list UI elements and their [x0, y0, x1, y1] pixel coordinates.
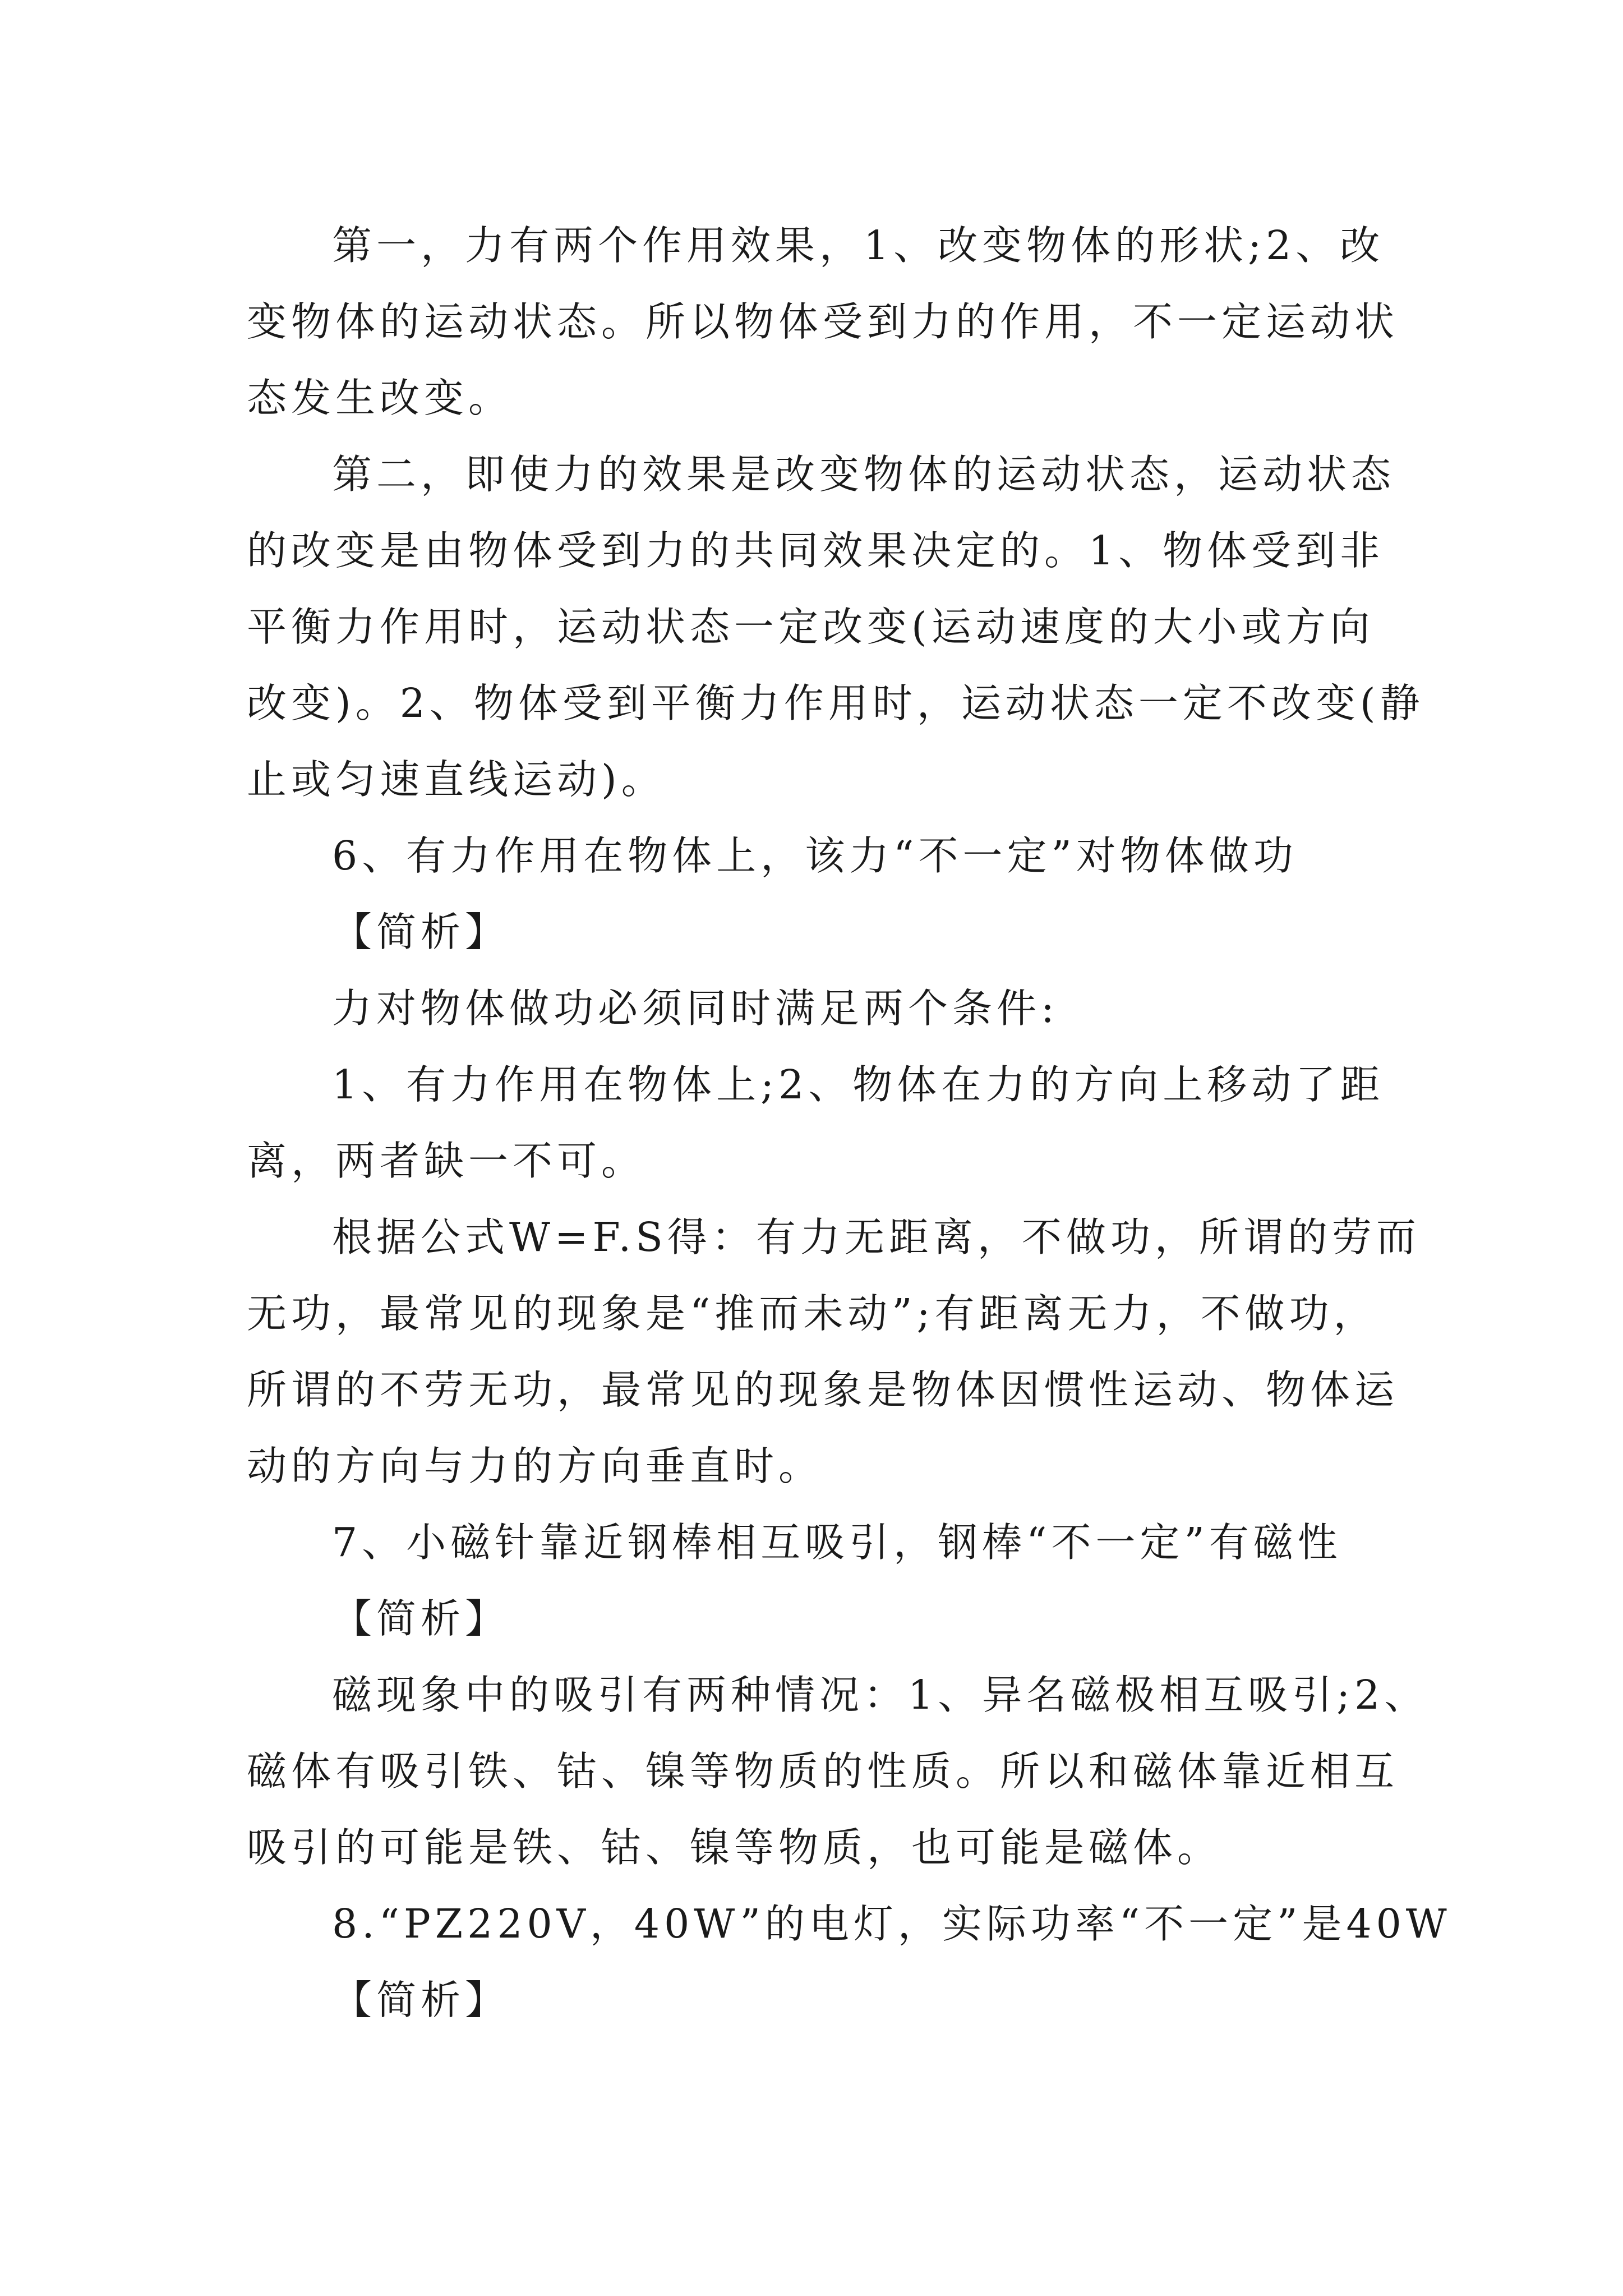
- section-heading: 7、小磁针靠近钢棒相互吸引，钢棒“不一定”有磁性: [332, 1519, 1342, 1566]
- section-heading: 8.“PZ220V，40W”的电灯，实际功率“不一定”是40W: [332, 1901, 1451, 1947]
- paragraph-line: 离，两者缺一不可。: [247, 1138, 646, 1184]
- paragraph-line: 磁体有吸引铁、钴、镍等物质的性质。所以和磁体靠近相互: [247, 1748, 1399, 1795]
- paragraph-line: 变物体的运动状态。所以物体受到力的作用，不一定运动状: [247, 298, 1399, 345]
- paragraph-line: 根据公式W=F.S得：有力无距离，不做功，所谓的劳而: [332, 1214, 1421, 1260]
- paragraph-line: 动的方向与力的方向垂直时。: [247, 1443, 823, 1489]
- paragraph-line: 止或匀速直线运动)。: [247, 756, 666, 803]
- paragraph-line: 吸引的可能是铁、钴、镍等物质，也可能是磁体。: [247, 1824, 1222, 1871]
- document-body: [247, 208, 1451, 2039]
- analysis-label: 【简析】: [332, 1595, 510, 1642]
- paragraph-line: 改变)。2、物体受到平衡力作用时，运动状态一定不改变(静: [247, 680, 1424, 726]
- section-heading: 6、有力作用在物体上，该力“不一定”对物体做功: [332, 832, 1298, 879]
- paragraph-line: 力对物体做功必须同时满足两个条件:: [332, 985, 1059, 1032]
- paragraph-line: 态发生改变。: [247, 375, 513, 421]
- paragraph-line: 平衡力作用时，运动状态一定改变(运动速度的大小或方向: [247, 604, 1375, 650]
- paragraph-line: 第二，即使力的效果是改变物体的运动状态，运动状态: [332, 451, 1396, 498]
- paragraph-line: 第一，力有两个作用效果，1、改变物体的形状;2、改: [332, 222, 1385, 269]
- paragraph-line: 1、有力作用在物体上;2、物体在力的方向上移动了距: [332, 1061, 1385, 1108]
- paragraph-line: 无功，最常见的现象是“推而未动”;有距离无力，不做功，: [247, 1290, 1378, 1337]
- paragraph-line: 的改变是由物体受到力的共同效果决定的。1、物体受到非: [247, 527, 1385, 574]
- paragraph-line: 所谓的不劳无功，最常见的现象是物体因惯性运动、物体运: [247, 1366, 1399, 1413]
- analysis-label: 【简析】: [332, 909, 510, 955]
- paragraph-line: 磁现象中的吸引有两种情况：1、异名磁极相互吸引;2、: [332, 1672, 1429, 1718]
- analysis-label: 【简析】: [332, 1977, 510, 2023]
